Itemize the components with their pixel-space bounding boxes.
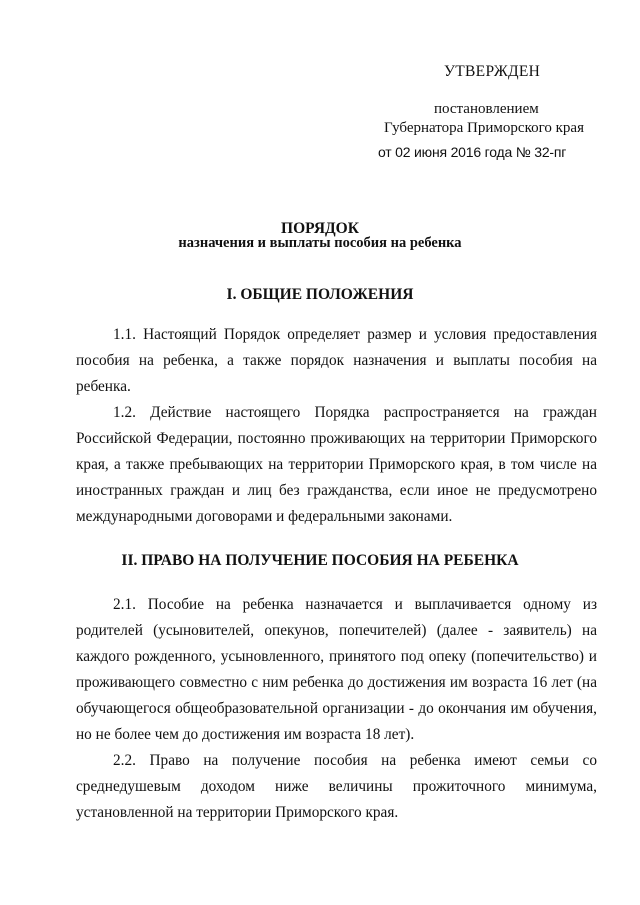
document-subtitle: назначения и выплаты пособия на ребенка [178,235,462,251]
paragraph-1-1: 1.1. Настоящий Порядок определяет размер и условия предоставления пособия на ребенка, а также порядок назначения и выплаты пособия на ребенка. [76,326,597,395]
decree-date-stamp: от 02 июня 2016 года № 32-пг [378,144,567,160]
paragraph-2-2: 2.2. Право на получение пособия на ребенка имеют семьи со среднедушевым доходом ниже величины прожиточного минимума, установленной на территории Приморского края. [76,752,597,821]
governor-label: Губернатора Приморского края [384,120,584,136]
paragraph-1-2: 1.2. Действие настоящего Порядка распространяется на граждан Российской Федерации, постоянно проживающих на территории Приморского края, а также пребывающих на территории Приморского края, в том числе на иностранных граждан и лиц без гражданства, если иное не предусмотрено международными договорами и федеральными законами. [76,404,597,525]
section-heading-entitlement: II. ПРАВО НА ПОЛУЧЕНИЕ ПОСОБИЯ НА РЕБЕНКА [121,552,519,569]
resolution-label: постановлением [434,101,539,117]
paragraph-2-1: 2.1. Пособие на ребенка назначается и выплачивается одному из родителей (усыновителей, опекунов, попечителей) (далее - заявитель) на каждого рожденного, усыновленного, принятого под опеку (попечительство) и проживающего совместно с ним ребенка до достижения им возраста 16 лет (на обучающегося общеобразовательной организации - до окончания им обучения, но не более чем до достижения им возраста 18 лет). [76,596,597,743]
section-heading-general: I. ОБЩИЕ ПОЛОЖЕНИЯ [226,286,414,303]
document-title: ПОРЯДОК [281,220,359,237]
approval-stamp-label: УТВЕРЖДЕН [444,63,541,80]
